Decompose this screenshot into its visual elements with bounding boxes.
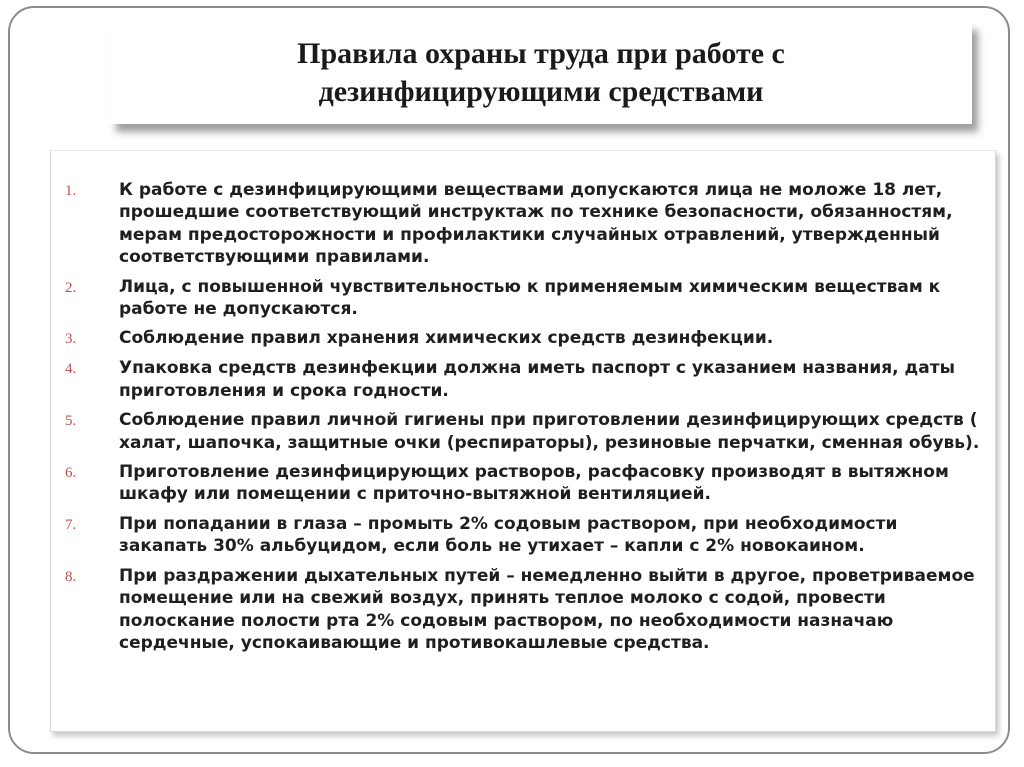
rule-text: Упаковка средств дезинфекции должна иметь паспорт с указанием названия, даты приготовления и срока годности. bbox=[119, 358, 955, 401]
rule-number: 8. bbox=[65, 568, 77, 585]
title-box bbox=[110, 22, 972, 124]
rule-number: 3. bbox=[65, 331, 77, 348]
rule-number: 1. bbox=[65, 183, 77, 199]
rule-item bbox=[65, 357, 985, 402]
rule-text: Соблюдение правил личной гигиены при приготовлении дезинфицирующих средств ( халат, шапочка, защитные очки (респираторы), резиновые перчатки, сменная обувь). bbox=[119, 410, 980, 453]
rules-list bbox=[65, 179, 985, 661]
rule-item bbox=[65, 513, 985, 558]
rule-text: Приготовление дезинфицирующих растворов, расфасовку производят в вытяжном шкафу или помещении с приточно-вытяжной вентиляцией. bbox=[119, 462, 949, 505]
rule-text: Лица, с повышенной чувствительностью к применяемым химическим веществам к работе не допускаются. bbox=[119, 276, 941, 320]
rule-text: При раздражении дыхательных путей – немедленно выйти в другое, проветриваемое помещение или на свежий воздух, принять теплое молоко с содой, провести полоскание полости рта 2% содовым раствором, по необходимости назначаю сердечные, успокаивающие и противокашлевые средства. bbox=[119, 565, 975, 653]
rule-item bbox=[65, 565, 985, 655]
rule-number: 2. bbox=[65, 279, 77, 296]
slide-title: Правила охраны труда при работе с дезинфицирующими средствами bbox=[297, 37, 785, 108]
rule-text: При попадании в глаза – промыть 2% содовым раствором, при необходимости закапать 30% альбуцидом, если боль не утихает – капли с 2% новокаином. bbox=[119, 513, 898, 557]
rule-item bbox=[65, 276, 985, 321]
rule-item bbox=[65, 327, 985, 350]
rule-item bbox=[65, 409, 985, 454]
rule-item bbox=[65, 179, 985, 269]
rule-number: 4. bbox=[65, 361, 77, 378]
content-box bbox=[50, 150, 996, 732]
rule-number: 7. bbox=[65, 516, 77, 533]
rule-text: К работе с дезинфицирующими веществами допускаются лица не моложе 18 лет, прошедшие соответствующий инструктаж по технике безопасности, обязанностям, мерам предосторожности и профилактики случайных отравлений, утвержденный соответствующими правилами. bbox=[119, 180, 953, 268]
rule-number: 6. bbox=[65, 465, 77, 482]
rule-item bbox=[65, 461, 985, 506]
rule-text: Соблюдение правил хранения химических средств дезинфекции. bbox=[119, 328, 774, 349]
rule-number: 5. bbox=[65, 413, 77, 430]
